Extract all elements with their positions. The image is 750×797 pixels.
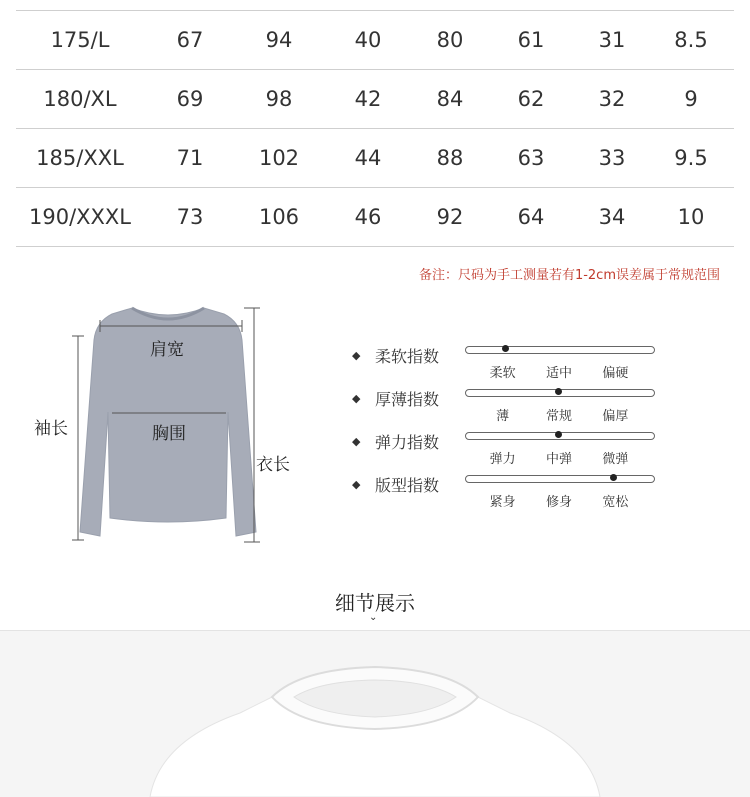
table-row bbox=[16, 129, 734, 188]
measurement-note: 备注：尺码为手工测量若有1-2cm误差属于常规范围 bbox=[418, 268, 720, 283]
table-cell: 63 bbox=[517, 146, 545, 170]
table-cell: 88 bbox=[436, 146, 464, 170]
label-sleeve: 袖长 bbox=[34, 419, 68, 439]
table-cell: 8.5 bbox=[674, 28, 708, 52]
table-cell: 31 bbox=[598, 28, 626, 52]
table-cell: 32 bbox=[598, 87, 626, 111]
index-row bbox=[350, 429, 670, 469]
index-option: 柔软 bbox=[489, 366, 516, 381]
index-option: 偏硬 bbox=[602, 366, 629, 381]
index-marker bbox=[555, 388, 562, 395]
table-cell: 106 bbox=[258, 205, 300, 229]
index-row bbox=[350, 472, 670, 512]
details-title: 细节展示 bbox=[335, 591, 415, 615]
index-option: 微弹 bbox=[602, 452, 629, 467]
chevron-down-icon: ⌄ bbox=[369, 612, 378, 623]
diamond-bullet-icon: ◆ bbox=[352, 349, 361, 362]
table-cell: 9.5 bbox=[674, 146, 708, 170]
table-cell: 46 bbox=[354, 205, 382, 229]
table-cell: 185/XXL bbox=[36, 146, 124, 170]
table-cell: 62 bbox=[517, 87, 545, 111]
index-row bbox=[350, 386, 670, 426]
index-option: 中弹 bbox=[545, 452, 572, 467]
table-cell: 34 bbox=[598, 205, 626, 229]
table-cell: 84 bbox=[436, 87, 464, 111]
table-cell: 71 bbox=[176, 146, 204, 170]
size-table bbox=[16, 10, 734, 247]
sweater-diagram bbox=[28, 300, 308, 550]
table-cell: 98 bbox=[265, 87, 293, 111]
diamond-bullet-icon: ◆ bbox=[352, 478, 361, 491]
table-cell: 9 bbox=[684, 87, 698, 111]
index-option: 常规 bbox=[545, 409, 572, 424]
table-cell: 64 bbox=[517, 205, 545, 229]
product-detail-photo bbox=[0, 631, 750, 797]
table-cell: 42 bbox=[354, 87, 382, 111]
table-cell: 61 bbox=[517, 28, 545, 52]
index-option: 紧身 bbox=[489, 495, 516, 510]
table-cell: 73 bbox=[176, 205, 204, 229]
table-row bbox=[16, 188, 734, 247]
table-cell: 33 bbox=[598, 146, 626, 170]
table-cell: 80 bbox=[436, 28, 464, 52]
index-option: 偏厚 bbox=[602, 409, 629, 424]
white-sweater-illustration bbox=[0, 631, 750, 797]
table-cell: 180/XL bbox=[43, 87, 117, 111]
table-row bbox=[16, 11, 734, 70]
index-option: 修身 bbox=[545, 495, 572, 510]
table-cell: 190/XXXL bbox=[28, 205, 132, 229]
table-cell: 69 bbox=[176, 87, 204, 111]
index-marker bbox=[555, 431, 562, 438]
label-length: 衣长 bbox=[256, 455, 290, 475]
table-cell: 67 bbox=[176, 28, 204, 52]
index-marker bbox=[502, 345, 509, 352]
table-cell: 102 bbox=[258, 146, 300, 170]
index-option: 弹力 bbox=[489, 452, 516, 467]
table-cell: 94 bbox=[265, 28, 293, 52]
table-row bbox=[16, 70, 734, 129]
diamond-bullet-icon: ◆ bbox=[352, 435, 361, 448]
table-cell: 92 bbox=[436, 205, 464, 229]
diamond-bullet-icon: ◆ bbox=[352, 392, 361, 405]
label-chest: 胸围 bbox=[152, 424, 186, 444]
label-shoulder: 肩宽 bbox=[150, 340, 184, 360]
index-track bbox=[465, 346, 655, 354]
table-cell: 175/L bbox=[50, 28, 110, 52]
index-track bbox=[465, 389, 655, 397]
index-marker bbox=[610, 474, 617, 481]
index-option: 适中 bbox=[545, 366, 572, 381]
index-option: 宽松 bbox=[602, 495, 629, 510]
index-name: 厚薄指数 bbox=[375, 390, 440, 409]
table-cell: 44 bbox=[354, 146, 382, 170]
index-name: 柔软指数 bbox=[375, 347, 440, 366]
index-row bbox=[350, 343, 670, 383]
index-name: 弹力指数 bbox=[375, 433, 440, 452]
index-track bbox=[465, 475, 655, 483]
index-name: 版型指数 bbox=[375, 476, 440, 495]
table-cell: 40 bbox=[354, 28, 382, 52]
index-track bbox=[465, 432, 655, 440]
table-cell: 10 bbox=[677, 205, 705, 229]
index-option: 薄 bbox=[496, 409, 510, 424]
